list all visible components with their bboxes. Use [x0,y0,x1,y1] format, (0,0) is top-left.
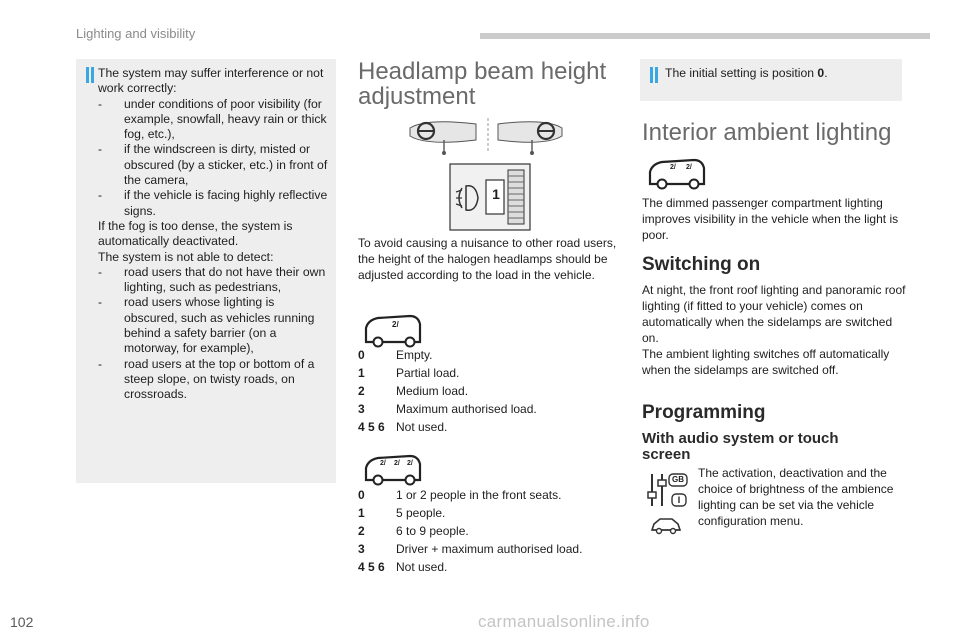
seat-badge: 2/ [380,460,386,467]
list-item: 0 Empty. [358,348,433,362]
list-item: 3 Driver + maximum authorised load. [358,542,583,556]
note-marker [650,67,653,83]
note-undetected: - road users at the top or bottom of a steep slope, on twisty roads, on crossroads. [98,356,315,402]
seat-badge: 2/ [394,460,400,467]
headlamp-intro: To avoid causing a nuisance to other road users, the height of the halogen headlamps should be adjusted according to the load in the vehicle. [358,236,617,282]
warning-note [76,59,336,483]
seat-badge: 2/ [686,164,692,171]
seat-badge: 2/ [392,320,399,329]
settings-sliders-icon [644,470,690,510]
initial-setting-note: The initial setting is position 0. [640,59,902,101]
note-marker [86,67,89,83]
note-undetected: - road users that do not have their own lighting, such as pedestrians, [98,264,326,295]
audio-title: With audio system or touch screen [642,430,839,463]
note-detect-intro: The system is not able to detect: [98,249,274,264]
note-condition: - if the vehicle is facing highly reflective signs. [98,188,328,218]
list-item: 1 Partial load. [358,366,460,380]
list-item: 1 5 people. [358,506,446,520]
ambient-intro: The dimmed passenger compartment lighting improves visibility in the vehicle when the light is poor. [642,196,899,242]
list-item: 4 5 6 Not used. [358,420,448,434]
list-item: 4 5 6 Not used. [358,560,448,574]
list-item: 2 6 to 9 people. [358,524,469,538]
seat-badge: 2/ [670,164,676,171]
note-condition: - under conditions of poor visibility (for example, snowfall, heavy rain or thick fog, etc.), [98,96,327,142]
van-icon [362,312,424,350]
programming-title: Programming [642,402,766,423]
note-undetected: - road users whose lighting is obscured, such as vehicles running behind a safety barrier (on a motorway, for example), [98,295,315,356]
note-marker [91,67,94,83]
note-fog: If the fog is too dense, the system is automatically deactivated. [98,218,293,249]
note-intro: The system may suffer interference or not work correctly: [98,66,324,96]
headlamp-diagram [406,116,566,236]
section-title: Lighting and visibility [76,26,196,41]
car-outline-icon [650,516,682,536]
van-load-list [358,346,618,436]
i-label: I [677,495,681,505]
seat-badge: 2/ [407,460,413,467]
dial-position-label: 1 [492,186,500,202]
headlamp-title: Headlamp beam height adjustment [358,58,607,110]
switching-on-title: Switching on [642,254,761,275]
watermark: carmanualsonline.info [478,612,650,631]
car-icon [646,156,708,192]
ambient-title: Interior ambient lighting [642,119,892,146]
list-item: 0 1 or 2 people in the front seats. [358,488,562,502]
list-item: 3 Maximum authorised load. [358,402,537,416]
switching-on-text: At night, the front roof lighting and panoramic roof lighting (if fitted to your vehicle) comes on automatically when the sidelamps are switched on. The ambient lighting switches off automatically when the sidelamps are switched off. [642,283,906,377]
audio-text: The activation, deactivation and the choice of brightness of the ambience lighting can be set via the vehicle configuration menu. [698,466,894,528]
header-divider [480,33,930,39]
note-marker [655,67,658,83]
gb-label: GB [672,475,684,484]
mpv-icon [362,452,424,488]
mpv-load-list [358,486,618,576]
note-condition: - if the windscreen is dirty, misted or obscured (by a sticker, etc.) in front of the camera, [98,142,328,188]
page-number: 102 [10,614,34,630]
list-item: 2 Medium load. [358,384,469,398]
